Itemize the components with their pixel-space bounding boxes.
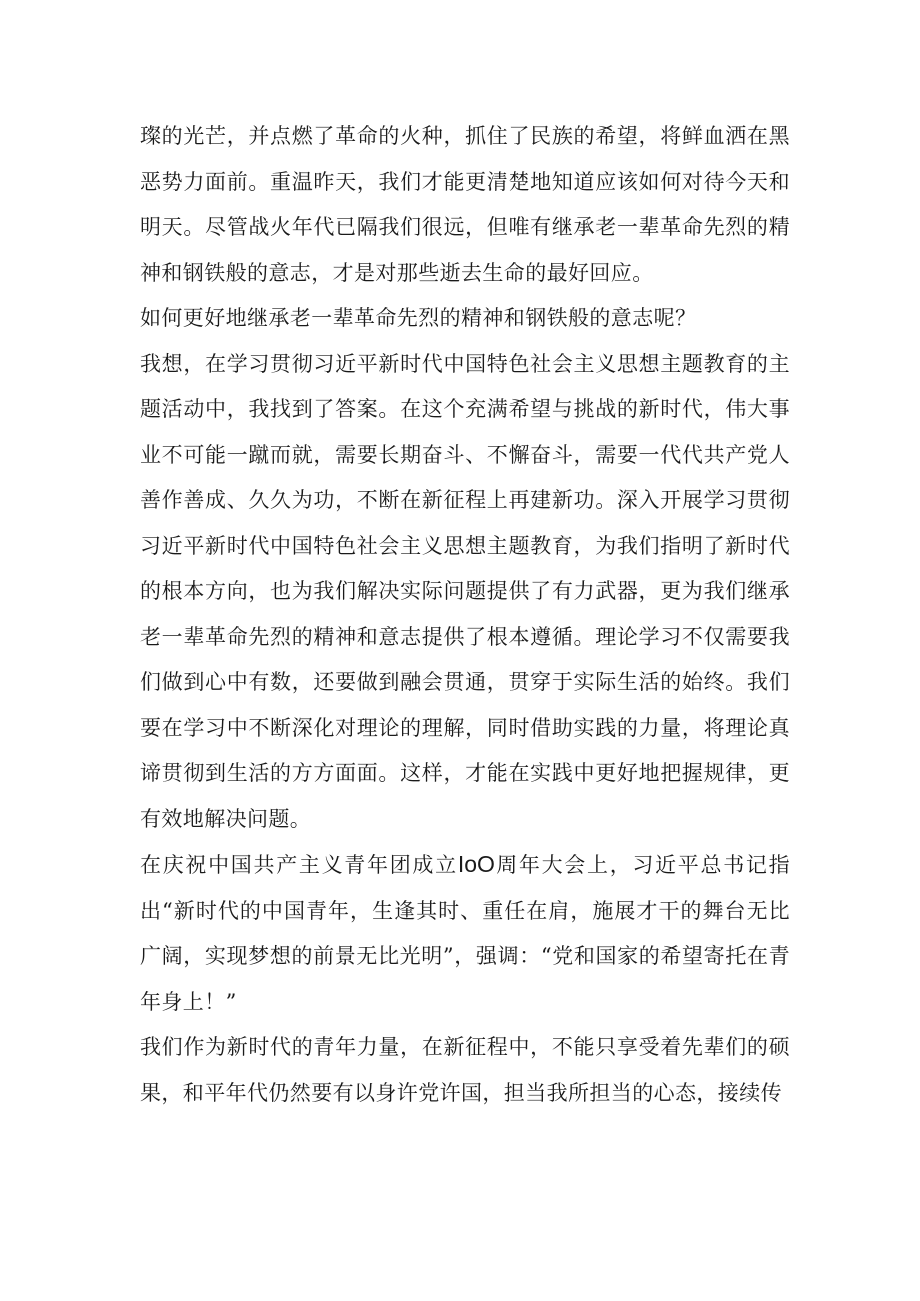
quote-text-before: 在庆祝中国共产主义青年团成立 — [140, 853, 458, 877]
paragraph-youth-league-quote — [140, 842, 790, 1025]
paragraph-youth-responsibility: 我们作为新时代的青年力量，在新征程中，不能只享受着先辈们的硕果，和平年代仍然要有以身许党许国，担当我所担当的心态，接续传 — [140, 1035, 790, 1105]
paragraph-theme-education: 我想，在学习贯彻习近平新时代中国特色社会主义思想主题教育的主题活动中，我找到了答案。在这个充满希望与挑战的新时代，伟大事业不可能一蹴而就，需要长期奋斗、不懈奋斗，需要一代代共产党人善作善成、久久为功，不断在新征程上再建新功。深入开展学习贯彻习近平新时代中国特色社会主义思想主题教育，为我们指明了新时代的根本方向，也为我们解决实际问题提供了有力武器，更为我们继承老一辈革命先烈的精神和意志提供了根本遵循。理论学习不仅需要我们做到心中有数，还要做到融会贯通，贯穿于实际生活的始终。我们要在学习中不断深化对理论的理解，同时借助实践的力量，将理论真谛贯彻到生活的方方面面。这样，才能在实践中更好地把握规律，更有效地解决问题。 — [140, 351, 790, 831]
paragraph-continued-intro: 璨的光芒，并点燃了革命的火种，抓住了民族的希望，将鲜血洒在黑恶势力面前。重温昨天，我们才能更清楚地知道应该如何对待今天和明天。尽管战火年代已隔我们很远，但唯有继承老一辈革命先烈的精神和钢铁般的意志，才是对那些逝去生命的最好回应。 — [140, 124, 790, 285]
quote-text-after: 周年大会上，习近平总书记指出“新时代的中国青年，生逢其时、重任在肩，施展才干的舞台无比广阔，实现梦想的前景无比光明”，强调：“党和国家的希望寄托在青年身上！” — [140, 853, 790, 1014]
paragraph-question: 如何更好地继承老一辈革命先烈的精神和钢铁般的意志呢？ — [140, 306, 697, 330]
anniversary-number: IoO — [457, 851, 495, 877]
document-body — [140, 114, 790, 1116]
